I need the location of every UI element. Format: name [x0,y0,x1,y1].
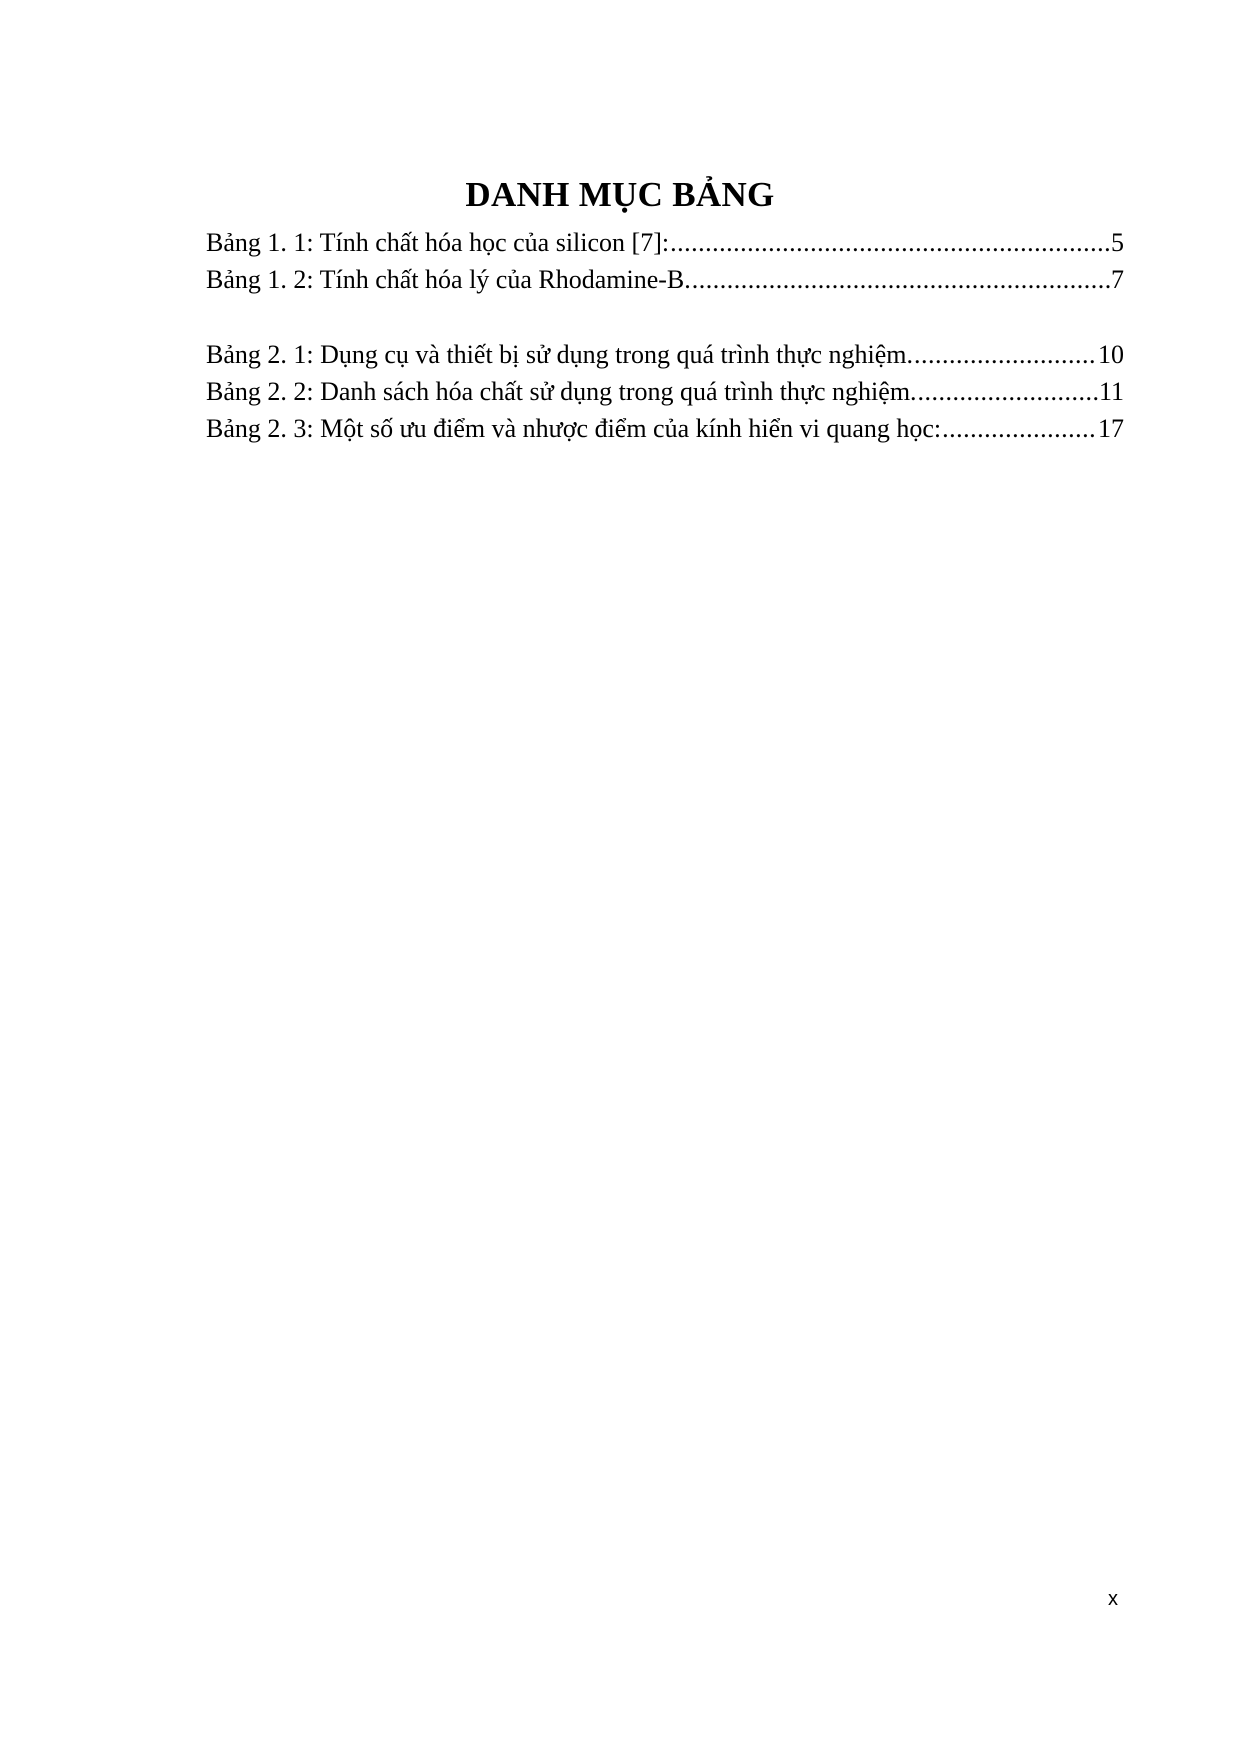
toc-dot-leader [942,410,1097,447]
toc-entry-page: 11 [1098,377,1124,406]
toc-entry-page: 17 [1098,414,1124,443]
toc-entry[interactable] [206,373,1124,410]
toc-entry-label: Bảng 1. 1: Tính chất hóa học của silicon [7]: [206,228,670,257]
toc-dot-leader [670,224,1110,261]
toc-dot-leader [692,261,1110,298]
toc-dot-leader [914,336,1097,373]
toc-entry-page: 5 [1111,228,1124,257]
toc-entry[interactable] [206,224,1124,261]
toc-entry[interactable] [206,261,1124,298]
page-number: x [1108,1588,1118,1610]
toc-entry-label: Bảng 2. 3: Một số ưu điểm và nhược điểm của kính hiển vi quang học: [206,414,942,443]
toc-entry-label: Bảng 2. 2: Danh sách hóa chất sử dụng trong quá trình thực nghiệm. [206,377,917,406]
toc-entry-page: 10 [1098,340,1124,369]
table-of-contents [206,224,1124,447]
toc-entry-label: Bảng 2. 1: Dụng cụ và thiết bị sử dụng trong quá trình thực nghiệm. [206,340,913,369]
toc-entry[interactable] [206,336,1124,373]
toc-entry[interactable] [206,410,1124,447]
page-title: DANH MỤC BẢNG [465,175,775,214]
toc-entry-label: Bảng 1. 2: Tính chất hóa lý của Rhodamine-B. [206,265,691,294]
toc-entry-page: 7 [1111,265,1124,294]
toc-dot-leader [918,373,1098,410]
